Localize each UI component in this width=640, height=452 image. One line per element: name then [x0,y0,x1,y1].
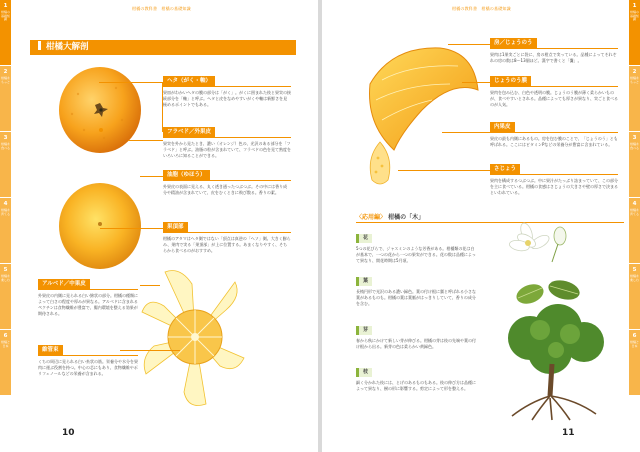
desc-endocarp: 果皮の最も内側にあるもの。房を包む膜のことで、「じょうのう」とも呼ばれる。ここにはビタミンPなどの栄養分が豊富に含まれている。 [490,136,618,147]
divider [38,289,138,290]
citrus-tree-illustration [500,304,610,422]
running-header: 柑橘の教科書 柑橘の基礎知識 [132,6,191,11]
desc-flavedo: 果実を外から見たとき、濃い（オレンジ）色の、光沢のある部分を「フラベド」と呼ぶ。油脂の粒が含まれていて、フラベドの色を見て熟度をいろいろに知ることができる。 [163,141,291,158]
label-heta: ヘタ（がく・軸） [163,76,215,86]
leader-line [100,228,163,229]
label-juice-sac: さじょう [490,164,520,174]
chapter-tab-1[interactable]: 1 柑橘の基礎知識 [629,0,640,66]
desc-oil-gland: 外果皮の表面に見える、丸く透き通ったつぶつぶ。その中には香り成分や精油が含まれていて、皮をむくときに飛び散る。香りの素。 [163,184,288,195]
desc-bud: 春から秋にかけて新しい芽が伸びる。柑橘の芽は枝の先端や葉の付け根から出る。新芽の色は柔らかい黄緑色。 [356,338,476,349]
leader-line [398,170,490,171]
leader-line [462,82,490,83]
divider [490,132,618,133]
label-albedo: アルベド／中果皮 [38,279,90,289]
leader-line [128,140,163,141]
desc-albedo: 外果皮の内側に見られる白い綿状の部分。柑橘の種類によって白さの程度や厚みが異なる。アルベドに含まれるペクチンは食物繊維が豊富で、腸内環境を整える効果が期待される。 [38,293,138,316]
label-segment-membrane: じょうのう膜 [490,76,531,86]
desc-segment: 果肉は1果実ごとに袋に、房の柑点で実っている。品種によってそれぞれの房の数は8〜13個ほど。漢字で書くと「嚢」。 [490,52,617,63]
citrus-flower-illustration [508,222,574,268]
chapter-tabs-left [0,0,11,452]
divider [490,86,618,87]
orange-bottom-view-illustration [56,180,144,272]
desc-flower: 5つの花びらで、ジャスミンのような芳香がある。柑橘類の花は白が基本で、一つの花から一つの果実ができる。花の数は品種によって異なり、開花時期は5月頃。 [356,246,476,263]
chapter-tab-5[interactable]: 5 柑橘を楽しむ [629,264,640,330]
label-fruit-apex: 果頂部 [163,222,188,232]
chapter-tab-2[interactable]: 2 柑橘をもっと [629,66,640,132]
running-header: 柑橘の教科書 柑橘の基礎知識 [452,6,511,11]
label-leaf: 葉 [356,277,372,286]
divider [38,355,138,356]
chapter-tab-3[interactable]: 3 柑橘を食べる [0,132,11,198]
pointer-dot [99,128,103,132]
divider [490,48,618,49]
divider [163,137,291,138]
chapter-tab-6[interactable]: 6 柑橘と日本 [0,330,11,396]
label-endocarp: 内果皮 [490,122,515,132]
chapter-tab-2[interactable]: 2 柑橘をもっと [0,66,11,132]
page-number: 11 [562,428,575,438]
divider [163,180,291,181]
label-oil-gland: 油胞（ゆほう） [163,170,210,180]
leader-line [140,176,163,177]
chapter-tab-3[interactable]: 3 柑橘を食べる [629,132,640,198]
chapter-tab-4[interactable]: 4 柑橘を育てる [0,198,11,264]
desc-segment-membrane: 果肉を包み込む、白色や透明の膜。じょうのう膜が薄く柔らかいものが、食べやすいとされる。品種によっても厚さが異なり、実ごと食べるのが人気。 [490,90,618,107]
applied-section-title: 〈応用編〉 柑橘の「木」 [356,212,624,223]
desc-heta: 果皿がわかいヘタの膜の部分は「がく」。がくに囲まれた枝と果実の接続部分を「軸」と呼ぶ。ヘタと皮をなめやすいがくや軸は新鮮さを見極めるポイントでもある。 [163,90,291,107]
label-bud: 芽 [356,326,372,335]
leader-line [442,132,490,133]
chapter-tab-4[interactable]: 4 柑橘を育てる [629,198,640,264]
chapter-tab-1[interactable]: 1 柑橘の基礎知識 [0,0,11,66]
label-flavedo: フラベド／外果皮 [163,127,215,137]
desc-vascular-bundle: くちの周辺に見られる白い糸状の筋。栄養分や水分を果肉に運ぶ役割を持つ。中心の芯にもあり、食物繊維やポリフェノールなどの栄養が含まれる。 [38,359,138,376]
label-vascular-bundle: 維管束 [38,345,63,355]
section-title: 柑橘大解剖 [30,40,296,55]
left-page [0,0,318,452]
label-flower: 花 [356,234,372,243]
leader-line [120,350,180,351]
page-number: 10 [62,428,75,438]
orange-top-view-illustration [56,64,144,156]
desc-fruit-apex: 柑橘のアタマはヘタ側ではない「頂点は真逆の「ヘソ」側。大きく膨らみ、果肉で実る「果頂部」が上に位置する。あまくなりやすく、そちらから食べるのがおすすめ。 [163,236,291,253]
label-branch: 枝 [356,368,372,377]
desc-leaf: 長楕円形で光沢のある濃い緑色。葉の付け根に翼と呼ばれる小さな葉があるものも。柑橘の葉は葉脈がはっきりしていて、香りの成分を含む。 [356,289,476,306]
divider [163,86,291,87]
leader-line [448,44,490,45]
desc-juice-sac: 果肉を構成するつぶつぶ。中に果汁がたっぷり詰まっていて、この部分を主に食べている。柑橘の食感はさじょうの大きさや壁の厚さで決まるといわれている。 [490,178,618,195]
juice-sac-illustration [362,140,398,188]
leader-line [99,82,163,83]
divider [490,174,618,175]
desc-branch: 細く分かれた枝には、とげのあるものもある。枝の伸び方は品種によって異なり、樹の形に影響する。剪定によって形を整える。 [356,380,476,391]
chapter-tab-6[interactable]: 6 柑橘と日本 [629,330,640,396]
segment-illustration [362,40,482,152]
leader-line [140,285,160,286]
right-page [322,0,640,452]
chapter-tabs-right [629,0,640,452]
divider [163,232,291,233]
label-segment: 房／じょうのう [490,38,537,48]
chapter-tab-5[interactable]: 5 柑橘を楽しむ [0,264,11,330]
